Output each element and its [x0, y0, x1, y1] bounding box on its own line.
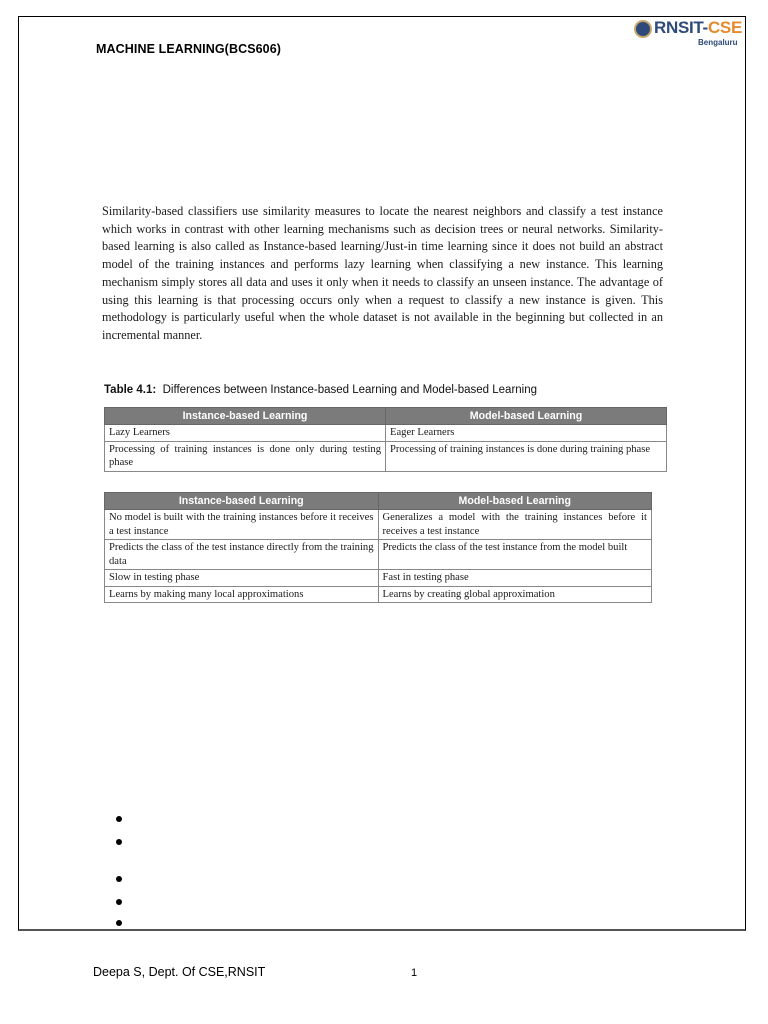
logo-city: Bengaluru — [698, 38, 738, 47]
table-cell: No model is built with the training instances before it receives a test instance — [105, 510, 379, 540]
comparison-table-1 — [104, 407, 667, 472]
table-cell: Lazy Learners — [105, 425, 386, 442]
seal-icon — [634, 20, 652, 38]
footer-page-number: 1 — [411, 967, 418, 979]
table-row — [105, 441, 667, 471]
table-cell: Predicts the class of the test instance directly from the training data — [105, 540, 379, 570]
table-cell: Processing of training instances is done during training phase — [386, 441, 667, 471]
table-header-cell: Instance-based Learning — [105, 408, 386, 425]
table-cell: Fast in testing phase — [378, 570, 652, 587]
table-header-row — [105, 493, 652, 510]
table-row — [105, 586, 652, 603]
table-cell: Slow in testing phase — [105, 570, 379, 587]
table-header-cell: Model-based Learning — [386, 408, 667, 425]
table-cell: Generalizes a model with the training instances before it receives a test instance — [378, 510, 652, 540]
course-title: MACHINE LEARNING(BCS606) — [96, 42, 282, 56]
table-header-cell: Instance-based Learning — [105, 493, 379, 510]
comparison-table-2 — [104, 492, 652, 603]
bullet-icon — [116, 920, 122, 926]
table-caption-text: Differences between Instance-based Learning and Model-based Learning — [162, 384, 538, 396]
bullet-icon — [116, 839, 122, 845]
table-cell: Eager Learners — [386, 425, 667, 442]
bullet-icon — [116, 876, 122, 882]
table-cell: Learns by making many local approximations — [105, 586, 379, 603]
intro-paragraph: Similarity-based classifiers use similarity measures to locate the nearest neighbors and classify a test instance which works in contrast with other learning mechanisms such as decision trees or neural networks. Similarity-based learning is also called as Instance-based learning/Just-in time learning since it does not build an abstract model of the training instances and performs lazy learning when classifying a new instance. This learning mechanism simply stores all data and uses it only when it needs to classify an unseen instance. The advantage of using this learning is that processing occurs only when a request to classify a new instance is given. This methodology is particularly useful when the whole dataset is not available in the beginning but collected in an incremental manner. — [102, 204, 663, 342]
table-cell: Learns by creating global approximation — [378, 586, 652, 603]
footer-author: Deepa S, Dept. Of CSE,RNSIT — [93, 965, 266, 979]
bullet-icon — [116, 816, 122, 822]
table-caption — [104, 384, 537, 396]
table-row — [105, 570, 652, 587]
table-cell: Predicts the class of the test instance from the model built — [378, 540, 652, 570]
table-header-cell: Model-based Learning — [378, 493, 652, 510]
page-border — [18, 16, 746, 931]
table-cell: Processing of training instances is done only during testing phase — [105, 441, 386, 471]
logo-brand: RNSIT-CSE — [654, 18, 742, 37]
table-row — [105, 510, 652, 540]
institution-logo — [634, 18, 742, 48]
bullet-icon — [116, 899, 122, 905]
table-row — [105, 425, 667, 442]
table-caption-label: Table 4.1: — [104, 384, 157, 396]
table-row — [105, 540, 652, 570]
table-header-row — [105, 408, 667, 425]
